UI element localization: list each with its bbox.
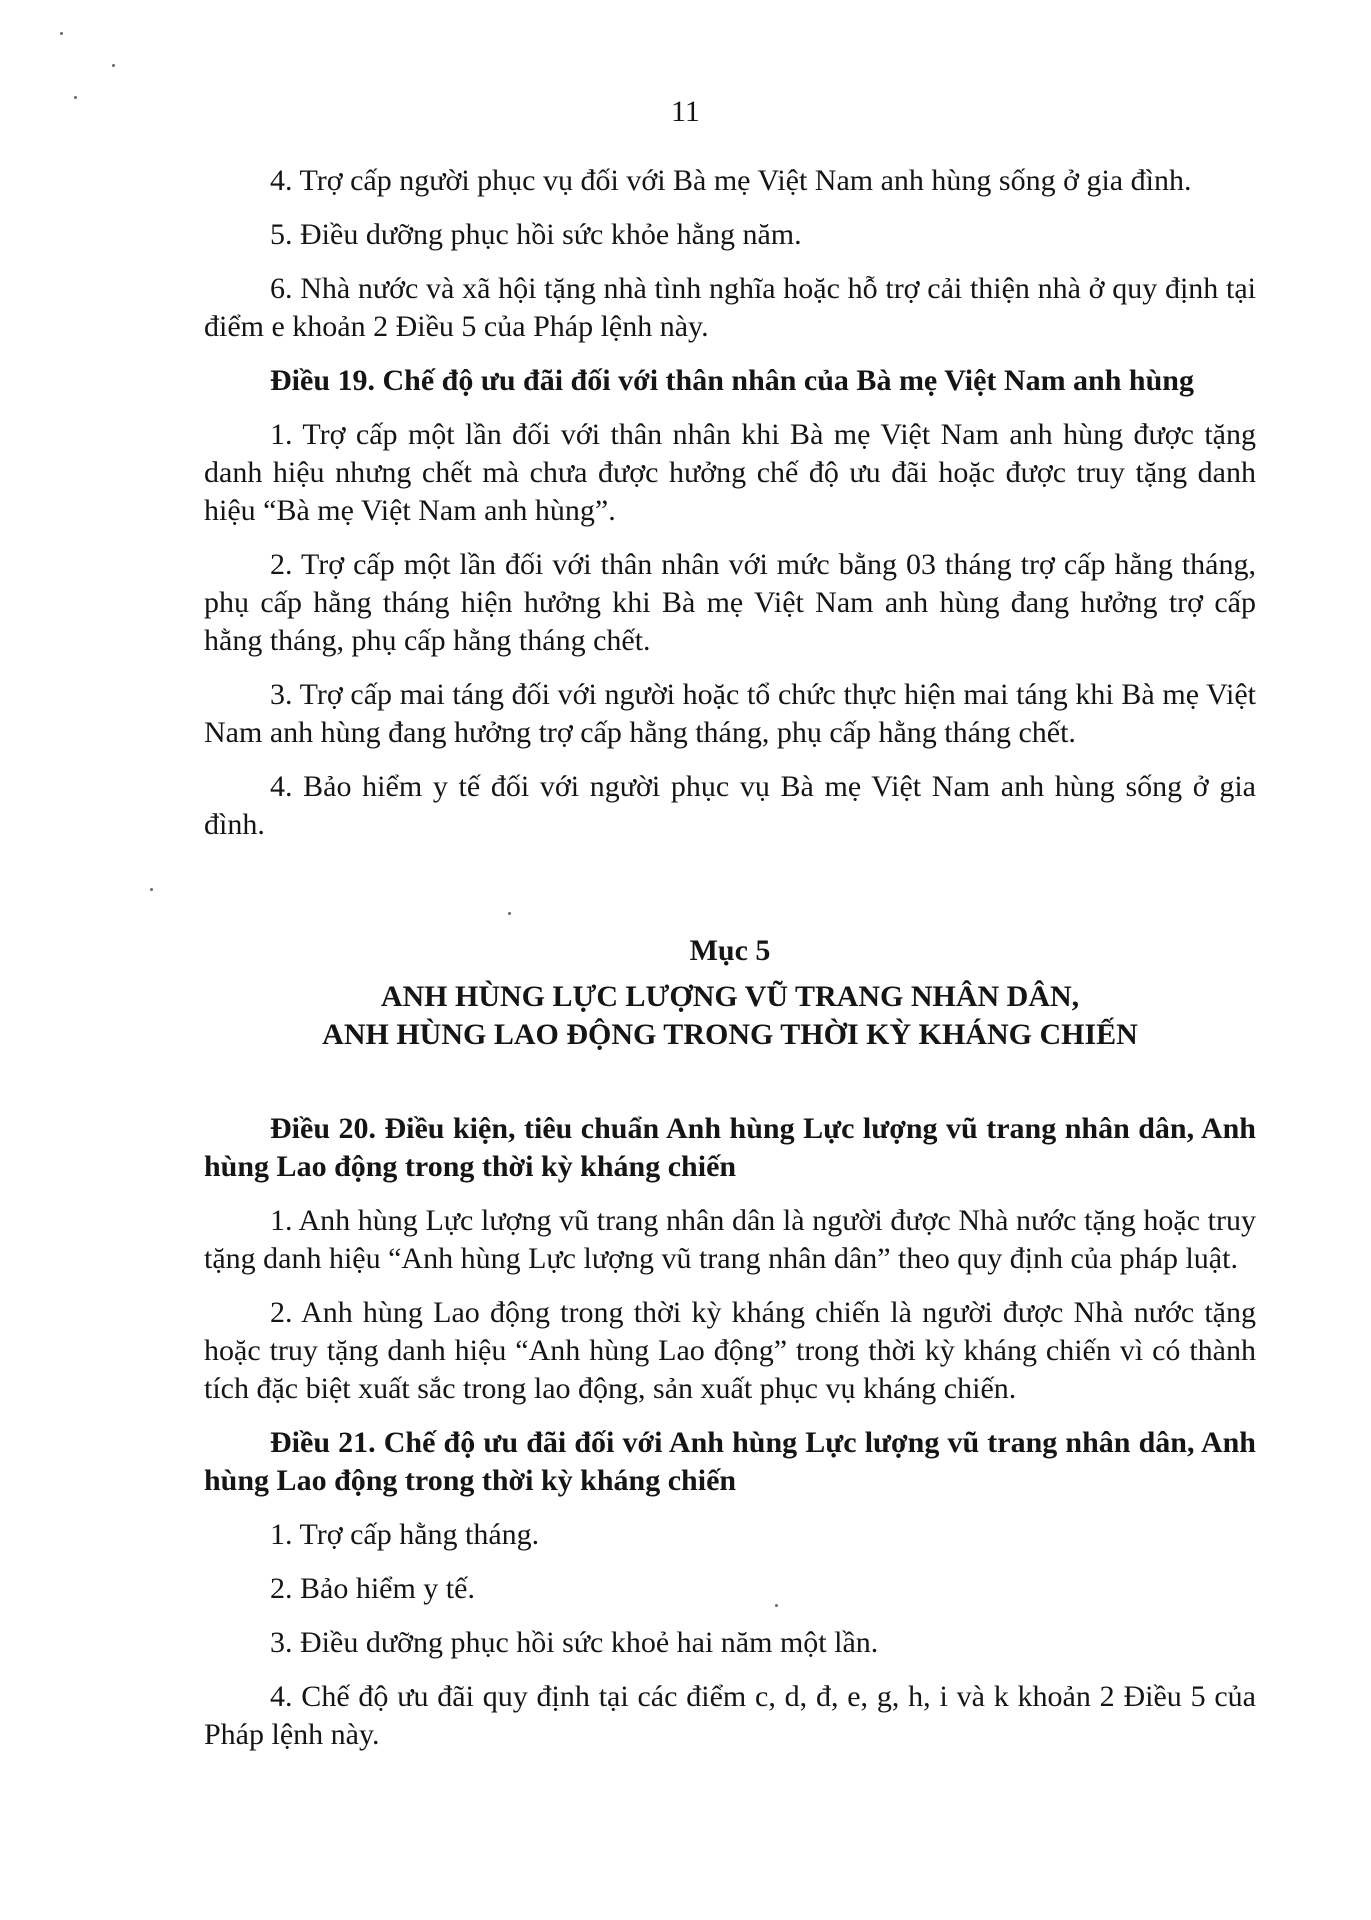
article-21-item-2: 2. Bảo hiểm y tế.: [270, 1572, 475, 1605]
article-21-item-1: 1. Trợ cấp hằng tháng.: [270, 1518, 540, 1551]
scan-speck: [112, 64, 115, 67]
section-label: Mục 5: [689, 934, 771, 967]
article-19-item-4: 4. Bảo hiểm y tế đối với người phục vụ Bà mẹ Việt Nam anh hùng sống ở gia đình.: [204, 770, 1256, 841]
section-spacing: [204, 1054, 1256, 1110]
section-title-line-1: ANH HÙNG LỰC LƯỢNG VŨ TRANG NHÂN DÂN,: [380, 980, 1080, 1013]
document-body: [204, 162, 1256, 1770]
article-19-item-3: 3. Trợ cấp mai táng đối với người hoặc tổ chức thực hiện mai táng khi Bà mẹ Việt Nam anh hùng đang hưởng trợ cấp hằng tháng, phụ cấp hằng tháng chết.: [204, 678, 1256, 749]
intro-item-5: 5. Điều dưỡng phục hồi sức khỏe hằng năm.: [270, 218, 802, 251]
section-title-line-2: ANH HÙNG LAO ĐỘNG TRONG THỜI KỲ KHÁNG CHIẾN: [322, 1018, 1138, 1051]
intro-item-6: 6. Nhà nước và xã hội tặng nhà tình nghĩa hoặc hỗ trợ cải thiện nhà ở quy định tại điểm e khoản 2 Điều 5 của Pháp lệnh này.: [204, 272, 1256, 343]
article-21-title: Điều 21. Chế độ ưu đãi đối với Anh hùng Lực lượng vũ trang nhân dân, Anh hùng Lao động trong thời kỳ kháng chiến: [204, 1426, 1256, 1497]
article-21-item-4: 4. Chế độ ưu đãi quy định tại các điểm c, d, đ, e, g, h, i và k khoản 2 Điều 5 của Pháp lệnh này.: [204, 1680, 1256, 1751]
intro-item-4: 4. Trợ cấp người phục vụ đối với Bà mẹ Việt Nam anh hùng sống ở gia đình.: [270, 164, 1192, 197]
article-20-title: Điều 20. Điều kiện, tiêu chuẩn Anh hùng Lực lượng vũ trang nhân dân, Anh hùng Lao động trong thời kỳ kháng chiến: [204, 1112, 1256, 1183]
article-19-item-2: 2. Trợ cấp một lần đối với thân nhân với mức bằng 03 tháng trợ cấp hằng tháng, phụ cấp hằng tháng hiện hưởng khi Bà mẹ Việt Nam anh hùng đang hưởng trợ cấp hằng tháng, phụ cấp hằng tháng chết.: [204, 548, 1256, 657]
article-19-title: Điều 19. Chế độ ưu đãi đối với thân nhân của Bà mẹ Việt Nam anh hùng: [270, 364, 1194, 397]
article-21-item-3: 3. Điều dưỡng phục hồi sức khoẻ hai năm một lần.: [270, 1626, 879, 1659]
page-number: 11: [671, 95, 700, 128]
article-19-item-1: 1. Trợ cấp một lần đối với thân nhân khi Bà mẹ Việt Nam anh hùng được tặng danh hiệu nhưng chết mà chưa được hưởng chế độ ưu đãi hoặc được truy tặng danh hiệu “Bà mẹ Việt Nam anh hùng”.: [204, 418, 1256, 527]
scan-speck: [60, 32, 63, 35]
scan-speck: [150, 888, 153, 891]
article-20-item-2: 2. Anh hùng Lao động trong thời kỳ kháng chiến là người được Nhà nước tặng hoặc truy tặng danh hiệu “Anh hùng Lao động” trong thời kỳ kháng chiến vì có thành tích đặc biệt xuất sắc trong lao động, sản xuất phục vụ kháng chiến.: [204, 1296, 1256, 1405]
article-20-item-1: 1. Anh hùng Lực lượng vũ trang nhân dân là người được Nhà nước tặng hoặc truy tặng danh hiệu “Anh hùng Lực lượng vũ trang nhân dân” theo quy định của pháp luật.: [204, 1204, 1256, 1275]
